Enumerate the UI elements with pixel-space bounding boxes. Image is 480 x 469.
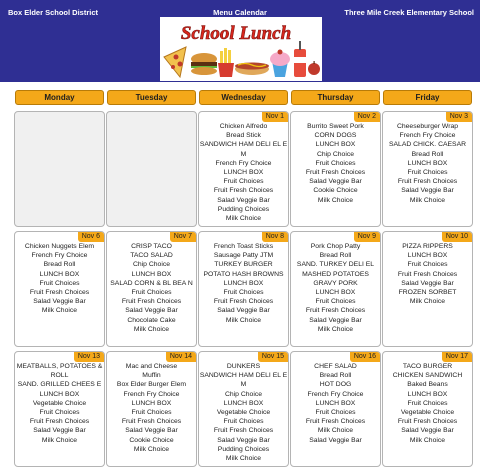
menu-item: Fruit Fresh Choices — [397, 418, 458, 426]
menu-item: Fruit Fresh Choices — [397, 270, 458, 278]
menu-item: TURKEY BURGER — [214, 261, 273, 269]
menu-item: Milk Choice — [409, 196, 446, 204]
menu-item: Muffin — [142, 372, 161, 380]
menu-item: LUNCH BOX — [223, 169, 264, 177]
calendar-day-cell — [106, 231, 197, 347]
day-header-wednesday: Wednesday — [199, 90, 288, 105]
menu-item: Chip Choice — [224, 390, 263, 398]
menu-item: French Fry Choice — [123, 390, 180, 398]
calendar-day-cell — [382, 231, 473, 347]
menu-item: Fruit Fresh Choices — [305, 418, 366, 426]
menu-item: Salad Veggie Bar — [217, 436, 270, 444]
calendar-day-cell — [382, 351, 473, 467]
date-badge: Nov 2 — [354, 112, 380, 122]
date-badge: Nov 16 — [350, 352, 380, 362]
menu-item: POTATO HASH BROWNS — [203, 270, 284, 278]
menu-item: MASHED POTATOES — [302, 270, 369, 278]
menu-item: DUNKERS — [226, 363, 261, 370]
menu-item: Fruit Choices — [39, 279, 80, 287]
district-name: Box Elder School District — [8, 8, 99, 17]
menu-item: Salad Veggie Bar — [125, 307, 178, 315]
menu-item: CORN DOGS — [314, 132, 357, 140]
menu-item-list — [291, 362, 380, 445]
calendar-day-cell — [290, 231, 381, 347]
menu-item: Bread Roll — [411, 150, 444, 158]
menu-item: Chip Choice — [132, 261, 171, 269]
menu-item: SANDWICH HAM DELI EL EM — [199, 141, 288, 158]
menu-item-list — [383, 242, 472, 306]
menu-item: LUNCH BOX — [407, 252, 448, 260]
menu-item: Fruit Fresh Choices — [121, 418, 182, 426]
menu-item: TACO BURGER — [402, 363, 453, 370]
menu-item: LUNCH BOX — [315, 399, 356, 407]
menu-item: Bread Roll — [43, 261, 76, 269]
page-header — [0, 0, 480, 82]
menu-item: SAND. GRILLED CHEES E — [17, 381, 102, 389]
menu-item: Milk Choice — [317, 196, 354, 204]
menu-item: Milk Choice — [225, 455, 262, 463]
menu-item: Chicken Alfredo — [219, 123, 268, 130]
calendar-day-cell — [14, 231, 105, 347]
date-badge: Nov 10 — [442, 232, 472, 242]
menu-item: Fruit Choices — [315, 159, 356, 167]
menu-item: Sausage Patty JTM — [213, 252, 274, 260]
calendar-day-cell — [382, 111, 473, 227]
menu-item: Chip Choice — [316, 150, 355, 158]
menu-item: Salad Veggie Bar — [309, 436, 362, 444]
menu-item: Bread Stick — [226, 132, 261, 140]
date-badge: Nov 15 — [258, 352, 288, 362]
menu-item: CHEF SALAD — [314, 363, 357, 370]
menu-item: Fruit Fresh Choices — [213, 187, 274, 195]
menu-item: Bread Roll — [319, 372, 352, 380]
date-badge: Nov 7 — [170, 232, 196, 242]
menu-item: LUNCH BOX — [223, 399, 264, 407]
date-badge: Nov 3 — [446, 112, 472, 122]
calendar-day-cell — [290, 351, 381, 467]
menu-item: LUNCH BOX — [131, 399, 172, 407]
menu-item: Fruit Choices — [131, 409, 172, 417]
calendar-day-cell — [290, 111, 381, 227]
menu-item: GRAVY PORK — [313, 279, 358, 287]
menu-item: Chicken Nuggets Elem — [24, 243, 95, 250]
calendar-day-cell — [198, 231, 289, 347]
menu-item-list — [199, 122, 288, 223]
date-badge: Nov 14 — [166, 352, 196, 362]
calendar-day-cell — [198, 351, 289, 467]
menu-item: Salad Veggie Bar — [401, 427, 454, 435]
menu-item: French Fry Choice — [31, 252, 88, 260]
menu-item: Box Elder Burger Elem — [116, 381, 187, 389]
page-title: Menu Calendar — [213, 8, 267, 17]
menu-item: Salad Veggie Bar — [309, 178, 362, 186]
menu-item: Baked Beans — [407, 381, 448, 389]
menu-item: Milk Choice — [317, 427, 354, 435]
menu-item: Fruit Fresh Choices — [213, 298, 274, 306]
menu-item: Fruit Choices — [407, 169, 448, 177]
menu-item-list — [15, 242, 104, 316]
menu-item: Fruit Choices — [223, 418, 264, 426]
menu-item: Cookie Choice — [129, 436, 174, 444]
menu-item: French Toast Sticks — [213, 243, 274, 250]
menu-item: SALAD CORN & BL BEA N — [110, 279, 193, 287]
menu-item: Vegetable Choice — [32, 399, 87, 407]
date-badge: Nov 17 — [442, 352, 472, 362]
menu-item-list — [291, 122, 380, 205]
menu-item: Fruit Fresh Choices — [213, 427, 274, 435]
menu-item: Vegetable Choice — [216, 409, 271, 417]
menu-item: Burrito Sweet Pork — [307, 123, 364, 130]
menu-item: Salad Veggie Bar — [401, 187, 454, 195]
menu-item: Milk Choice — [41, 436, 78, 444]
menu-item: Fruit Choices — [131, 289, 172, 297]
menu-item: Salad Veggie Bar — [125, 427, 178, 435]
menu-item: Fruit Choices — [39, 409, 80, 417]
menu-item: Fruit Fresh Choices — [29, 418, 90, 426]
menu-item: CHICKEN SANDWICH — [392, 372, 463, 380]
menu-item: Salad Veggie Bar — [309, 316, 362, 324]
menu-item: Fruit Choices — [315, 409, 356, 417]
menu-item: Milk Choice — [225, 316, 262, 324]
banner-title: School Lunch — [180, 23, 292, 44]
calendar-day-cell — [14, 351, 105, 467]
menu-item: LUNCH BOX — [39, 270, 80, 278]
menu-item: Fruit Fresh Choices — [29, 289, 90, 297]
menu-item: Vegetable Choice — [400, 409, 455, 417]
menu-item: Fruit Choices — [223, 178, 264, 186]
menu-item: Salad Veggie Bar — [33, 298, 86, 306]
day-header-monday: Monday — [15, 90, 104, 105]
menu-item: Pork Chop Patty — [310, 243, 361, 250]
food-illustration-icon — [160, 17, 322, 81]
menu-item: Pudding Choices — [217, 445, 270, 453]
menu-item: FROZEN SORBET — [398, 289, 457, 297]
menu-item: Milk Choice — [133, 325, 170, 333]
day-header-thursday: Thursday — [291, 90, 380, 105]
menu-item: Fruit Fresh Choices — [305, 169, 366, 177]
school-lunch-banner — [160, 17, 322, 81]
menu-item: LUNCH BOX — [407, 159, 448, 167]
menu-item-list — [383, 122, 472, 205]
menu-item: Fruit Choices — [223, 289, 264, 297]
menu-item: Cookie Choice — [313, 187, 358, 195]
menu-item: MEATBALLS, POTATOES & ROLL — [16, 363, 103, 380]
menu-item: HOT DOG — [319, 381, 352, 389]
empty-day-cell — [106, 111, 197, 227]
menu-item-list — [383, 362, 472, 445]
menu-item-list — [291, 242, 380, 334]
menu-item: LUNCH BOX — [223, 279, 264, 287]
menu-item: Fruit Fresh Choices — [305, 307, 366, 315]
date-badge: Nov 8 — [262, 232, 288, 242]
day-header-tuesday: Tuesday — [107, 90, 196, 105]
menu-item: LUNCH BOX — [131, 270, 172, 278]
empty-day-cell — [14, 111, 105, 227]
menu-item-list — [107, 362, 196, 454]
menu-item: French Fry Choice — [399, 132, 456, 140]
menu-item: Fruit Choices — [407, 261, 448, 269]
calendar-day-cell — [106, 351, 197, 467]
date-badge: Nov 6 — [78, 232, 104, 242]
date-badge: Nov 13 — [74, 352, 104, 362]
menu-item: Bread Roll — [319, 252, 352, 260]
date-badge: Nov 1 — [262, 112, 288, 122]
menu-item: LUNCH BOX — [315, 141, 356, 149]
menu-item: Cheeseburger Wrap — [396, 123, 459, 130]
menu-item: LUNCH BOX — [407, 390, 448, 398]
menu-item: Fruit Choices — [315, 298, 356, 306]
date-badge: Nov 9 — [354, 232, 380, 242]
menu-item: Mac and Cheese — [125, 363, 178, 370]
menu-item: Salad Veggie Bar — [33, 427, 86, 435]
menu-item: CRISP TACO — [131, 243, 172, 250]
menu-item: LUNCH BOX — [315, 289, 356, 297]
menu-item: Milk Choice — [409, 436, 446, 444]
menu-item: Chocolate Cake — [127, 316, 176, 324]
menu-item-list — [199, 362, 288, 463]
menu-item: Milk Choice — [409, 298, 446, 306]
menu-item: French Fry Choice — [215, 159, 272, 167]
school-name: Three Mile Creek Elementary School — [344, 8, 474, 17]
menu-item: PIZZA RIPPERS — [402, 243, 453, 250]
menu-item-list — [199, 242, 288, 325]
menu-item-list — [15, 362, 104, 445]
menu-item: SANDWICH HAM DELI EL EM — [199, 372, 288, 389]
menu-item: Pudding Choices — [217, 205, 270, 213]
menu-item-list — [107, 242, 196, 334]
menu-item: Milk Choice — [317, 325, 354, 333]
day-header-friday: Friday — [383, 90, 472, 105]
menu-item: Milk Choice — [41, 307, 78, 315]
menu-item: LUNCH BOX — [39, 390, 80, 398]
menu-item: SAND. TURKEY DELI EL — [296, 261, 375, 269]
menu-item: Fruit Fresh Choices — [121, 298, 182, 306]
menu-item: Salad Veggie Bar — [401, 279, 454, 287]
menu-item: Fruit Choices — [407, 399, 448, 407]
menu-item: TACO SALAD — [130, 252, 173, 260]
menu-item: Fruit Fresh Choices — [397, 178, 458, 186]
menu-item: Salad Veggie Bar — [217, 307, 270, 315]
menu-item: French Fry Choice — [307, 390, 364, 398]
calendar-day-cell — [198, 111, 289, 227]
menu-item: Milk Choice — [225, 215, 262, 223]
menu-item: Salad Veggie Bar — [217, 196, 270, 204]
menu-item: SALAD CHICK. CAESAR — [388, 141, 467, 149]
menu-item: Milk Choice — [133, 445, 170, 453]
